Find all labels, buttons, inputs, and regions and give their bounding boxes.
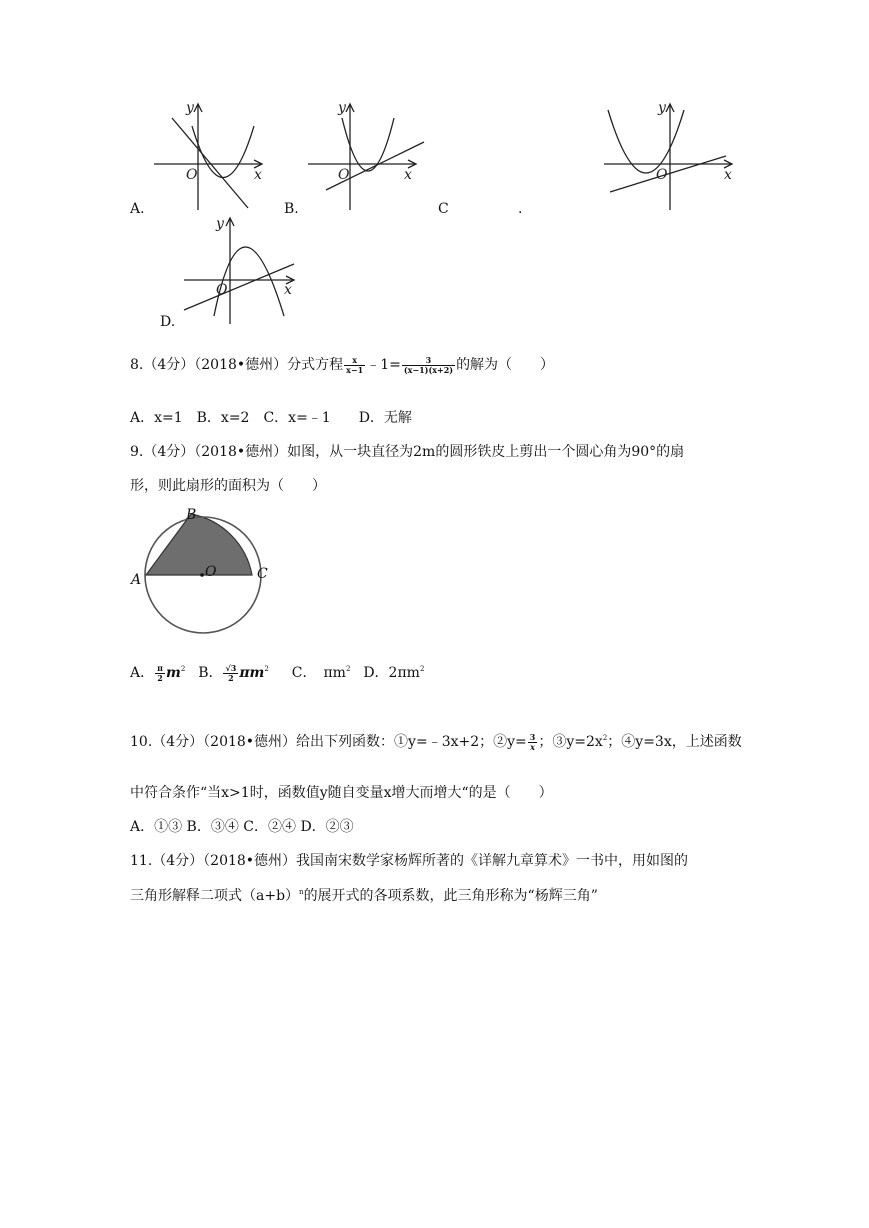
graph-c-y-label: y [658, 100, 666, 116]
q9-sector-figure [128, 500, 278, 640]
q9-choice-a-fraction [155, 664, 165, 683]
q11-stem-b: 的展开式的各项系数，此三角形称为“杨辉三角” [303, 888, 598, 904]
q9-label-c: C [257, 566, 268, 582]
q10-frac-num: 3 [529, 731, 536, 742]
q9-choice-a-unit: m [165, 665, 181, 681]
graph-c-line [610, 156, 726, 192]
graph-d-x-label: x [284, 282, 292, 298]
graph-a [150, 98, 270, 213]
q7-option-d[interactable]: D. [160, 314, 176, 330]
graph-d [180, 212, 305, 327]
graph-b-y-label: y [338, 100, 346, 116]
q8-minus-one: ﹣1= [366, 357, 401, 373]
q7-option-a[interactable]: A. [130, 201, 145, 217]
q9-choice-b-den: 2 [228, 672, 234, 683]
graph-c-origin-label: O [656, 167, 668, 183]
q7-option-c-dot: . [518, 201, 523, 217]
q9-choice-d-sq: 2 [419, 665, 425, 673]
q8-lhs-fraction [344, 356, 365, 375]
q9-choice-a-den: 2 [157, 672, 163, 683]
q9-label-a: A [131, 572, 142, 588]
q8-stem-suffix: 的解为（ ） [456, 357, 555, 373]
q11-stem-line2 [130, 886, 598, 906]
graph-c [600, 98, 740, 213]
q8-lhs-den: x−1 [346, 364, 364, 375]
q9-center-dot [200, 573, 204, 577]
q10-stem-line2: 中符合条作“当x>1时，函数值y随自变量x增大而增大“的是（ ） [130, 785, 553, 801]
q9-stem-line2: 形，则此扇形的面积为（ ） [130, 478, 326, 494]
q9-choice-a-num: π [157, 662, 163, 673]
q7-option-c[interactable]: C [438, 201, 449, 217]
graph-c-x-label: x [724, 167, 732, 183]
q9-choice-b-fraction [223, 664, 238, 683]
graph-b [304, 98, 424, 213]
q9-sector [146, 514, 252, 575]
q10-sq: 2 [602, 734, 608, 742]
q8-rhs-den: (x−1)(x+2) [403, 364, 454, 375]
q9-stem-line1: 9.（4分）（2018•德州）如图，从一块直径为2m的圆形铁皮上剪出一个圆心角为90°的扇 [130, 444, 685, 460]
q9-choice-c-sq: 2 [345, 665, 351, 673]
q11-stem-a: 三角形解释二项式（a+b） [130, 888, 300, 904]
q11-stem-line1: 11.（4分）（2018•德州）我国南宋数学家杨辉所著的《详解九章算术》一书中，用如图的 [130, 853, 689, 869]
graph-a-y-label: y [186, 100, 194, 116]
graph-d-y-label: y [216, 216, 224, 232]
q8-rhs-num: 3 [402, 356, 455, 366]
q10-choices[interactable]: A．①③ B．③④ C．②④ D．②③ [130, 819, 354, 835]
q9-choices[interactable] [130, 663, 424, 683]
q8-rhs-fraction [402, 356, 455, 375]
graph-d-origin-label: O [216, 282, 228, 298]
q9-choice-b-sq: 2 [264, 665, 269, 673]
graph-b-origin-label: O [338, 167, 350, 183]
q10-frac-den: x [530, 741, 535, 752]
q9-choice-a-label: A． [130, 665, 155, 681]
q8-stem [130, 355, 554, 375]
q9-label-b: B [186, 507, 197, 523]
graph-a-line [172, 118, 248, 208]
q9-choice-b-label: B． [198, 665, 223, 681]
q9-choice-a-sq: 2 [180, 665, 186, 673]
graph-b-x-label: x [404, 167, 412, 183]
q7-option-b[interactable]: B. [284, 201, 299, 217]
graph-a-x-label: x [254, 167, 262, 183]
q9-choice-d: D．2πm [363, 665, 420, 681]
q10-stem-a: 10.（4分）（2018•德州）给出下列函数：①y=﹣3x+2；②y= [130, 734, 527, 750]
q10-fraction [528, 733, 538, 752]
q8-stem-prefix: 8.（4分）（2018•德州）分式方程 [130, 357, 344, 373]
q10-stem-c: ；④y=3x，上述函数 [607, 734, 742, 750]
q10-stem-line1 [130, 732, 742, 752]
q10-stem-b: ；③y=2x [538, 734, 603, 750]
q11-sup-n: n [299, 888, 304, 896]
q9-label-o: O [205, 564, 217, 580]
q9-choice-c: C． πm [291, 665, 346, 681]
q9-choice-b-num: √3 [225, 662, 237, 673]
graph-a-origin-label: O [186, 167, 198, 183]
q8-lhs-num: x [344, 356, 365, 366]
q9-choice-b-unit: πm [239, 665, 265, 681]
graph-d-line [184, 264, 294, 310]
q8-choices[interactable]: A．x=1 B．x=2 C．x=﹣1 D．无解 [130, 410, 412, 426]
